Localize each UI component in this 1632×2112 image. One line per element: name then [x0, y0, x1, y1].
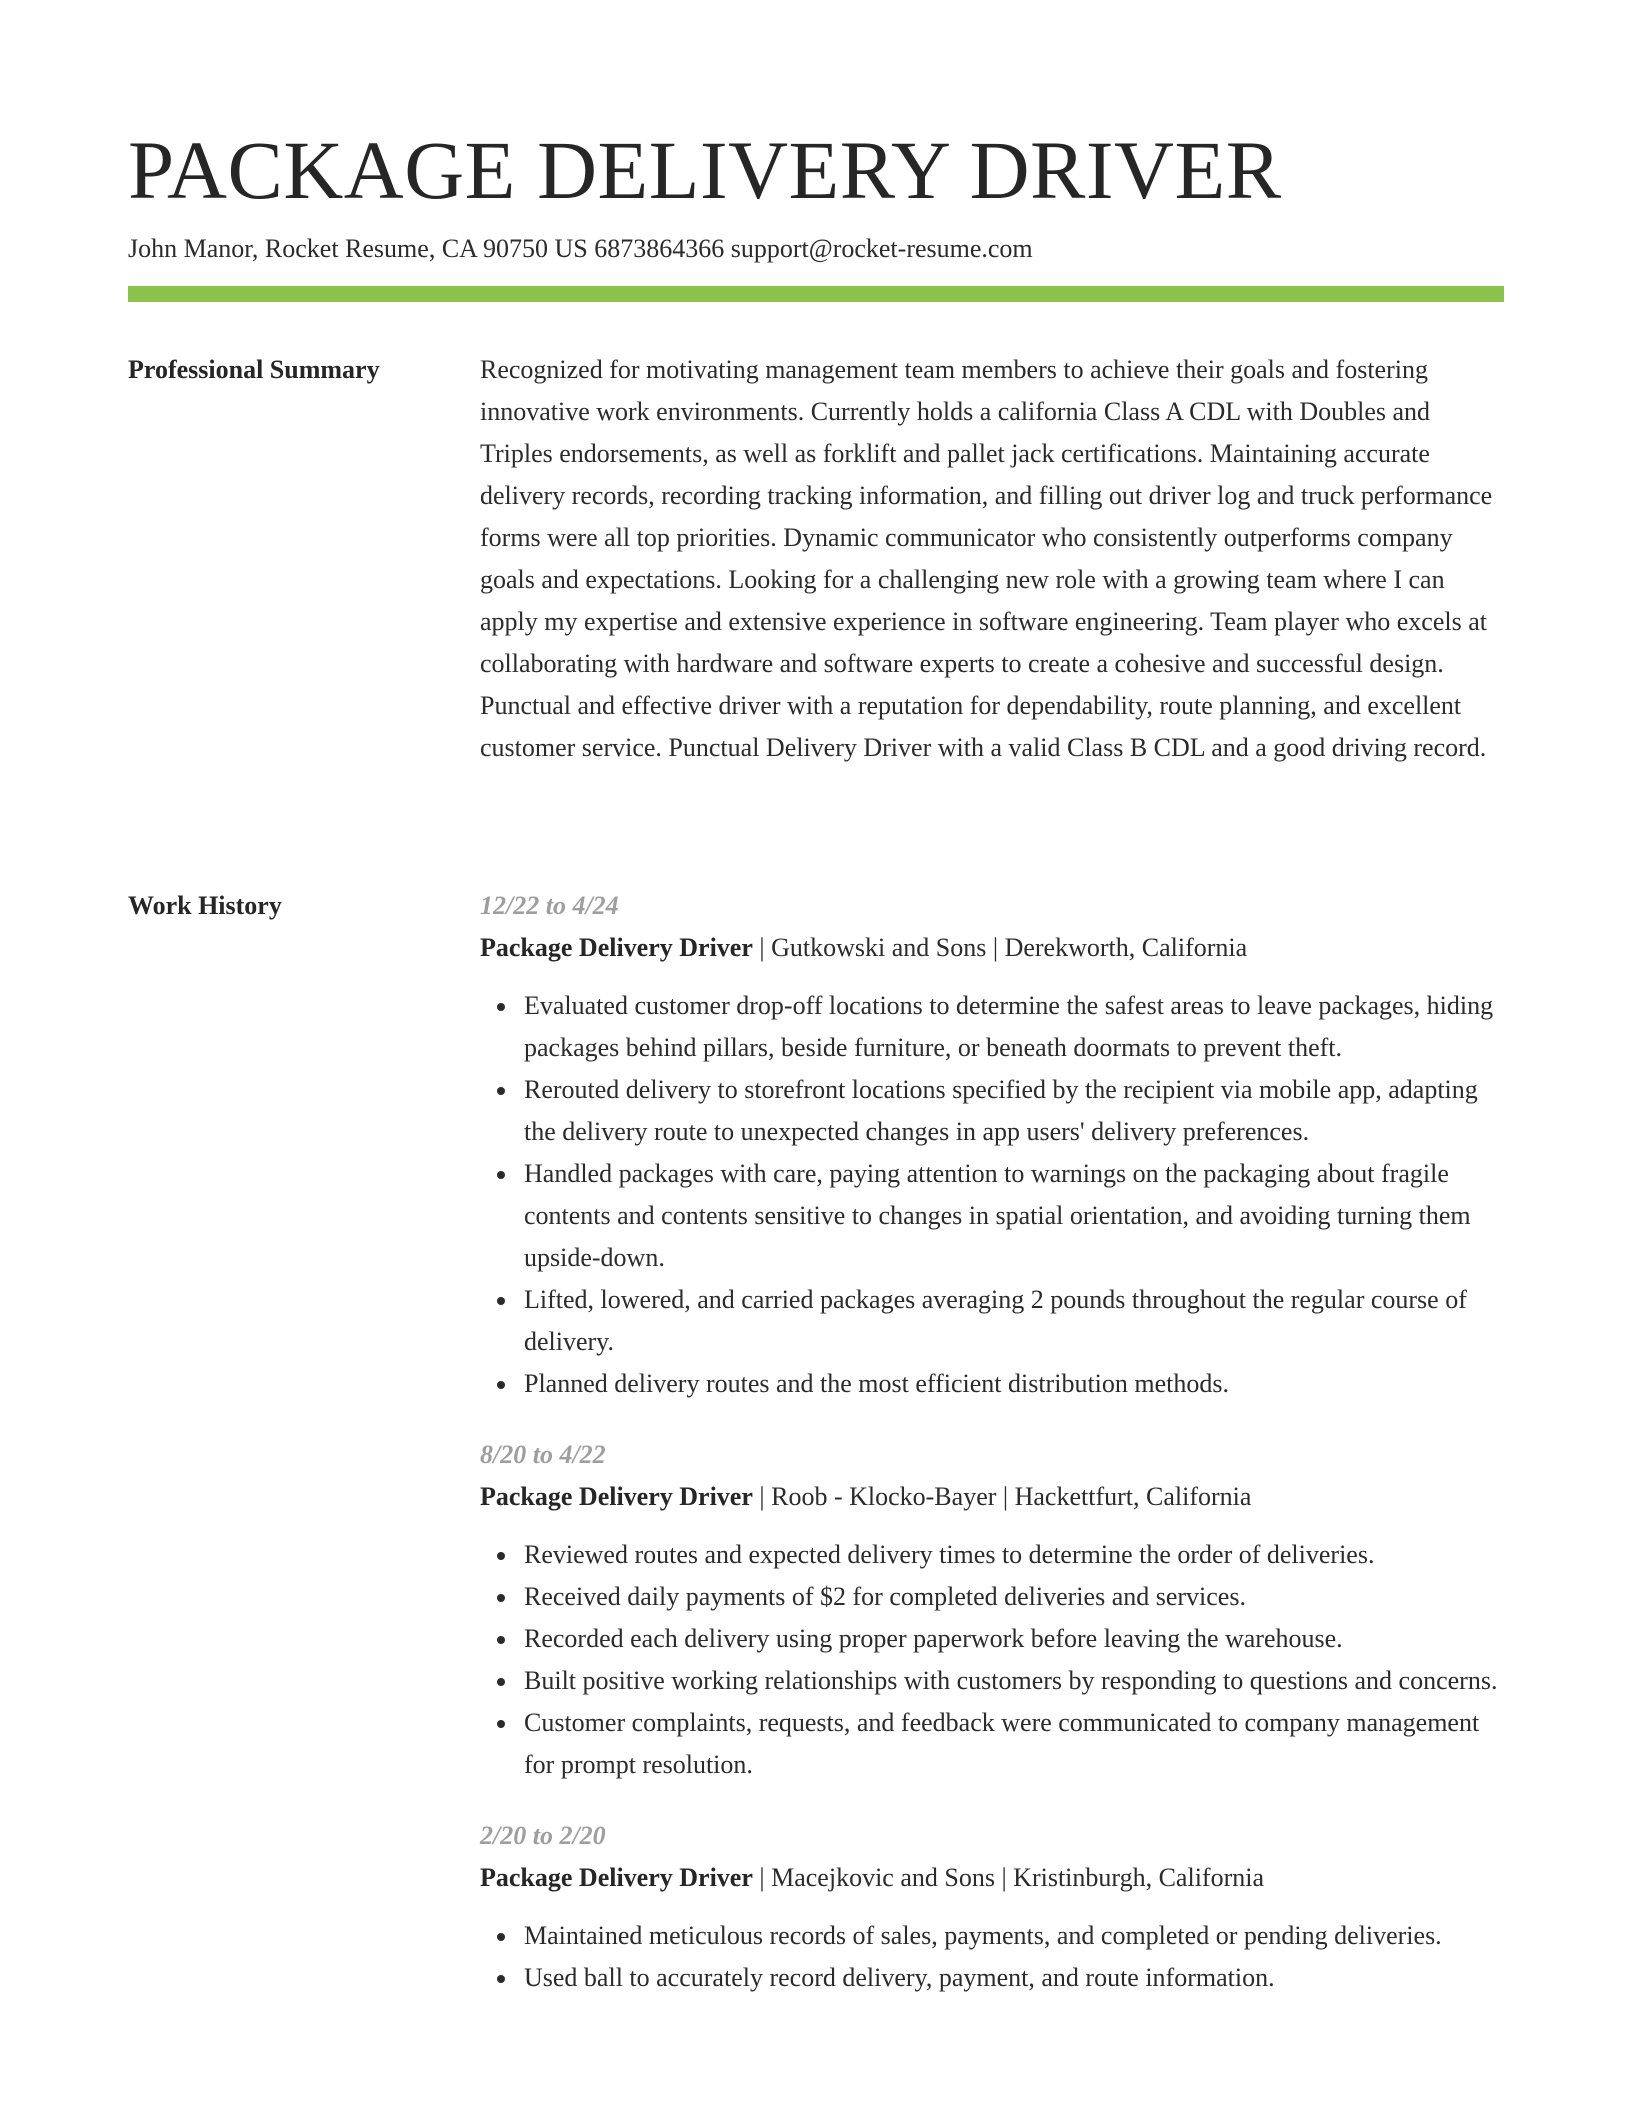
- duty-item: Recorded each delivery using proper paperwork before leaving the warehouse.: [524, 1618, 1504, 1660]
- summary-text: Recognized for motivating management team members to achieve their goals and fostering innovative work environments. Currently holds a california Class A CDL with Doubles and Triples endorsements, as well as forklift and pallet jack certifications. Maintaining accurate delivery records, recording tracking information, and filling out driver log and truck performance forms were all top priorities. Dynamic communicator who consistently outperforms company goals and expectations. Looking for a challenging new role with a growing team where I can apply my expertise and extensive experience in software engineering. Team player who excels at collaborating with hardware and software experts to create a cohesive and successful design. Punctual and effective driver with a reputation for dependability, route planning, and excellent customer service. Punctual Delivery Driver with a valid Class B CDL and a good driving record.: [480, 355, 1493, 762]
- summary-heading: Professional Summary: [128, 355, 380, 384]
- duty-item: Reviewed routes and expected delivery times to determine the order of deliveries.: [524, 1534, 1504, 1576]
- contact-org: Rocket Resume,: [264, 234, 436, 263]
- job-dates: 8/20 to 4/22: [480, 1440, 606, 1469]
- job-role: Package Delivery Driver: [480, 1863, 753, 1892]
- job-company: Gutkowski and Sons: [771, 933, 987, 962]
- job-separator: |: [752, 1482, 772, 1511]
- job-location: Kristinburgh, California: [1013, 1863, 1264, 1892]
- duty-item: Lifted, lowered, and carried packages averaging 2 pounds throughout the regular course of delivery.: [524, 1279, 1504, 1363]
- job-location: Derekworth, California: [1004, 933, 1248, 962]
- job-role: Package Delivery Driver: [480, 933, 753, 962]
- job-duties-list: [480, 1915, 1504, 1999]
- resume-page: [128, 0, 1504, 2112]
- job-dates: 12/22 to 4/24: [480, 891, 619, 920]
- contact-email: support@rocket-resume.com: [730, 234, 1033, 263]
- job-header: [480, 1476, 1504, 1518]
- job-dates: 2/20 to 2/20: [480, 1821, 606, 1850]
- job-separator: |: [752, 933, 772, 962]
- job-entry: [480, 1815, 1504, 1999]
- contact-name: John Manor,: [128, 234, 259, 263]
- summary-section: [480, 349, 1504, 769]
- job-entry: [480, 1434, 1504, 1786]
- job-separator: |: [986, 933, 1005, 962]
- contact-line: [128, 233, 1033, 265]
- duty-item: Received daily payments of $2 for completed deliveries and services.: [524, 1576, 1504, 1618]
- duty-item: Used ball to accurately record delivery, payment, and route information.: [524, 1957, 1504, 1999]
- header-divider: [128, 286, 1504, 302]
- duty-item: Handled packages with care, paying attention to warnings on the packaging about fragile contents and contents sensitive to changes in spatial orientation, and avoiding turning them upside-down.: [524, 1153, 1504, 1279]
- duty-item: Customer complaints, requests, and feedback were communicated to company management for prompt resolution.: [524, 1702, 1504, 1786]
- duty-item: Evaluated customer drop-off locations to determine the safest areas to leave packages, hiding packages behind pillars, beside furniture, or beneath doormats to prevent theft.: [524, 985, 1504, 1069]
- work-history-heading: Work History: [128, 891, 282, 920]
- job-header: [480, 927, 1504, 969]
- contact-location: CA 90750 US: [441, 234, 588, 263]
- job-company: Roob - Klocko-Bayer: [771, 1482, 997, 1511]
- job-entry: [480, 885, 1504, 1405]
- job-separator: |: [994, 1863, 1014, 1892]
- work-history-section: [480, 885, 1504, 2028]
- job-duties-list: [480, 985, 1504, 1405]
- job-location: Hackettfurt, California: [1014, 1482, 1252, 1511]
- duty-item: Built positive working relationships with customers by responding to questions and concerns.: [524, 1660, 1504, 1702]
- job-role: Package Delivery Driver: [480, 1482, 753, 1511]
- job-company: Macejkovic and Sons: [771, 1863, 995, 1892]
- page-title: PACKAGE DELIVERY DRIVER: [128, 124, 1282, 216]
- duty-item: Maintained meticulous records of sales, payments, and completed or pending deliveries.: [524, 1915, 1504, 1957]
- duty-item: Planned delivery routes and the most efficient distribution methods.: [524, 1363, 1504, 1405]
- job-duties-list: [480, 1534, 1504, 1786]
- duty-item: Rerouted delivery to storefront locations specified by the recipient via mobile app, adapting the delivery route to unexpected changes in app users' delivery preferences.: [524, 1069, 1504, 1153]
- contact-phone: 6873864366: [594, 234, 725, 263]
- job-separator: |: [996, 1482, 1015, 1511]
- job-header: [480, 1857, 1504, 1899]
- job-separator: |: [752, 1863, 772, 1892]
